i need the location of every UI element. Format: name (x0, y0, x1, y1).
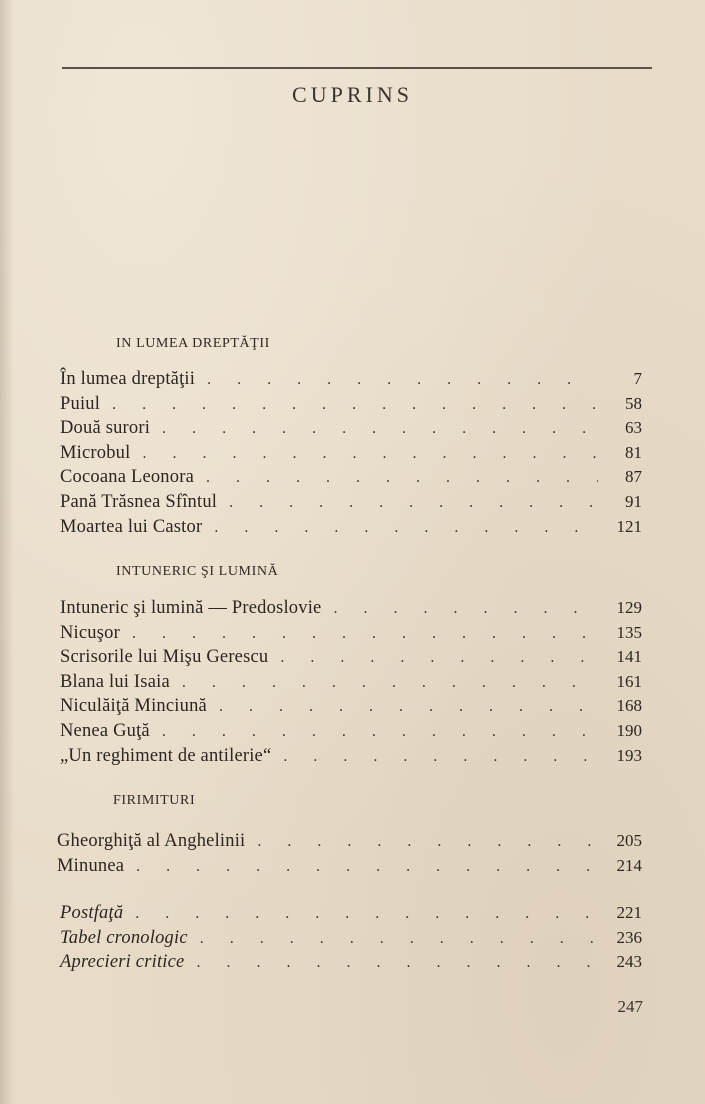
toc-entry-title: Niculăiţă Minciună (60, 696, 207, 717)
toc-entry-page: 141 (616, 647, 642, 667)
toc-entry[interactable] (60, 950, 642, 975)
toc-section-appendix (60, 901, 642, 975)
toc-entry-page: 205 (616, 831, 642, 850)
toc-section-in-lumea-dreptatii (60, 367, 642, 539)
toc-entry-page: 81 (625, 442, 642, 462)
dot-leader (280, 646, 598, 671)
toc-entry-title: Intuneric şi lumină — Predoslovie (60, 598, 322, 618)
toc-entry-page: 221 (616, 903, 642, 922)
dot-leader (182, 671, 598, 696)
toc-entry-title: Postfaţă (60, 903, 124, 923)
toc-entry[interactable] (60, 621, 642, 646)
toc-entry[interactable] (60, 645, 642, 670)
toc-entry-title: Aprecieri critice (60, 952, 185, 973)
dot-leader (219, 695, 598, 720)
toc-entry-title: Tabel cronologic (60, 927, 188, 948)
toc-entry[interactable] (60, 719, 642, 744)
toc-entry-page: 190 (616, 720, 642, 740)
toc-entry-title: În lumea dreptăţii (60, 369, 196, 389)
toc-entry-page: 236 (616, 927, 642, 947)
toc-entry[interactable] (60, 416, 642, 441)
dot-leader (162, 417, 598, 442)
toc-entry[interactable] (60, 367, 642, 392)
toc-entry[interactable] (57, 854, 642, 879)
dot-leader (135, 902, 598, 927)
toc-entry[interactable] (60, 596, 642, 621)
toc-entry-page: 243 (616, 952, 642, 972)
dot-leader (112, 393, 598, 418)
toc-entry-page: 135 (616, 622, 642, 642)
dot-leader (283, 745, 598, 770)
dot-leader (136, 855, 598, 880)
page-title: CUPRINS (292, 82, 413, 107)
toc-entry-title: Gheorghiţă al Anghelinii (57, 831, 246, 851)
toc-entry[interactable] (60, 465, 642, 490)
toc-entry-title: Moartea lui Castor (60, 516, 203, 537)
toc-entry[interactable] (60, 901, 642, 926)
dot-leader (132, 622, 598, 647)
dot-leader (207, 368, 598, 393)
toc-entry-title: Blana lui Isaia (60, 671, 170, 692)
toc-entry-title: Două surori (60, 418, 151, 439)
toc-entry-page: 168 (616, 696, 642, 716)
toc-entry-page: 63 (625, 418, 642, 438)
section-heading-intuneric-si-lumina: INTUNERIC ŞI LUMINĂ (116, 564, 279, 579)
toc-entry[interactable] (60, 490, 642, 515)
toc-entry-page: 91 (625, 491, 642, 511)
toc-entry[interactable] (60, 441, 642, 466)
dot-leader (257, 830, 598, 855)
dot-leader (142, 442, 598, 467)
toc-entry-page: 121 (616, 516, 642, 536)
toc-entry-page: 193 (616, 745, 642, 765)
toc-entry-title: Nenea Guţă (60, 720, 150, 741)
dot-leader (200, 927, 598, 952)
toc-entry-page: 87 (625, 467, 642, 487)
toc-entry-title: Scrisorile lui Mişu Gerescu (60, 647, 269, 668)
toc-entry[interactable] (60, 694, 642, 719)
toc-entry-title: Puiul (60, 393, 101, 414)
section-heading-firimituri: FIRIMITURI (113, 793, 196, 808)
page-edge-shadow (0, 0, 14, 1104)
toc-entry-title: „Un reghiment de antilerie“ (60, 745, 272, 766)
toc-section-intuneric-si-lumina (60, 596, 642, 768)
toc-entry-page: 7 (633, 369, 642, 388)
toc-entry[interactable] (57, 829, 642, 854)
toc-entry[interactable] (60, 926, 642, 951)
toc-entry[interactable] (60, 670, 642, 695)
toc-entry-title: Minunea (57, 855, 125, 876)
toc-entry[interactable] (60, 744, 642, 769)
top-rule (62, 67, 652, 69)
dot-leader (214, 516, 598, 541)
toc-entry[interactable] (60, 515, 642, 540)
section-heading-in-lumea-dreptatii: IN LUMEA DREPTĂŢII (116, 336, 270, 351)
toc-entry-title: Microbul (60, 442, 131, 463)
page-number: 247 (617, 997, 643, 1016)
dot-leader (333, 597, 598, 622)
toc-entry-title: Pană Trăsnea Sfîntul (60, 491, 218, 512)
dot-leader (196, 951, 598, 976)
toc-entry[interactable] (60, 392, 642, 417)
dot-leader (162, 720, 598, 745)
toc-entry-page: 214 (616, 855, 642, 875)
toc-entry-page: 129 (616, 598, 642, 617)
toc-entry-title: Nicuşor (60, 622, 120, 643)
toc-entry-title: Cocoana Leonora (60, 467, 194, 488)
toc-section-firimituri (57, 829, 642, 878)
toc-entry-page: 58 (625, 393, 642, 413)
toc-entry-page: 161 (616, 671, 642, 691)
dot-leader (206, 466, 598, 491)
dot-leader (229, 491, 598, 516)
